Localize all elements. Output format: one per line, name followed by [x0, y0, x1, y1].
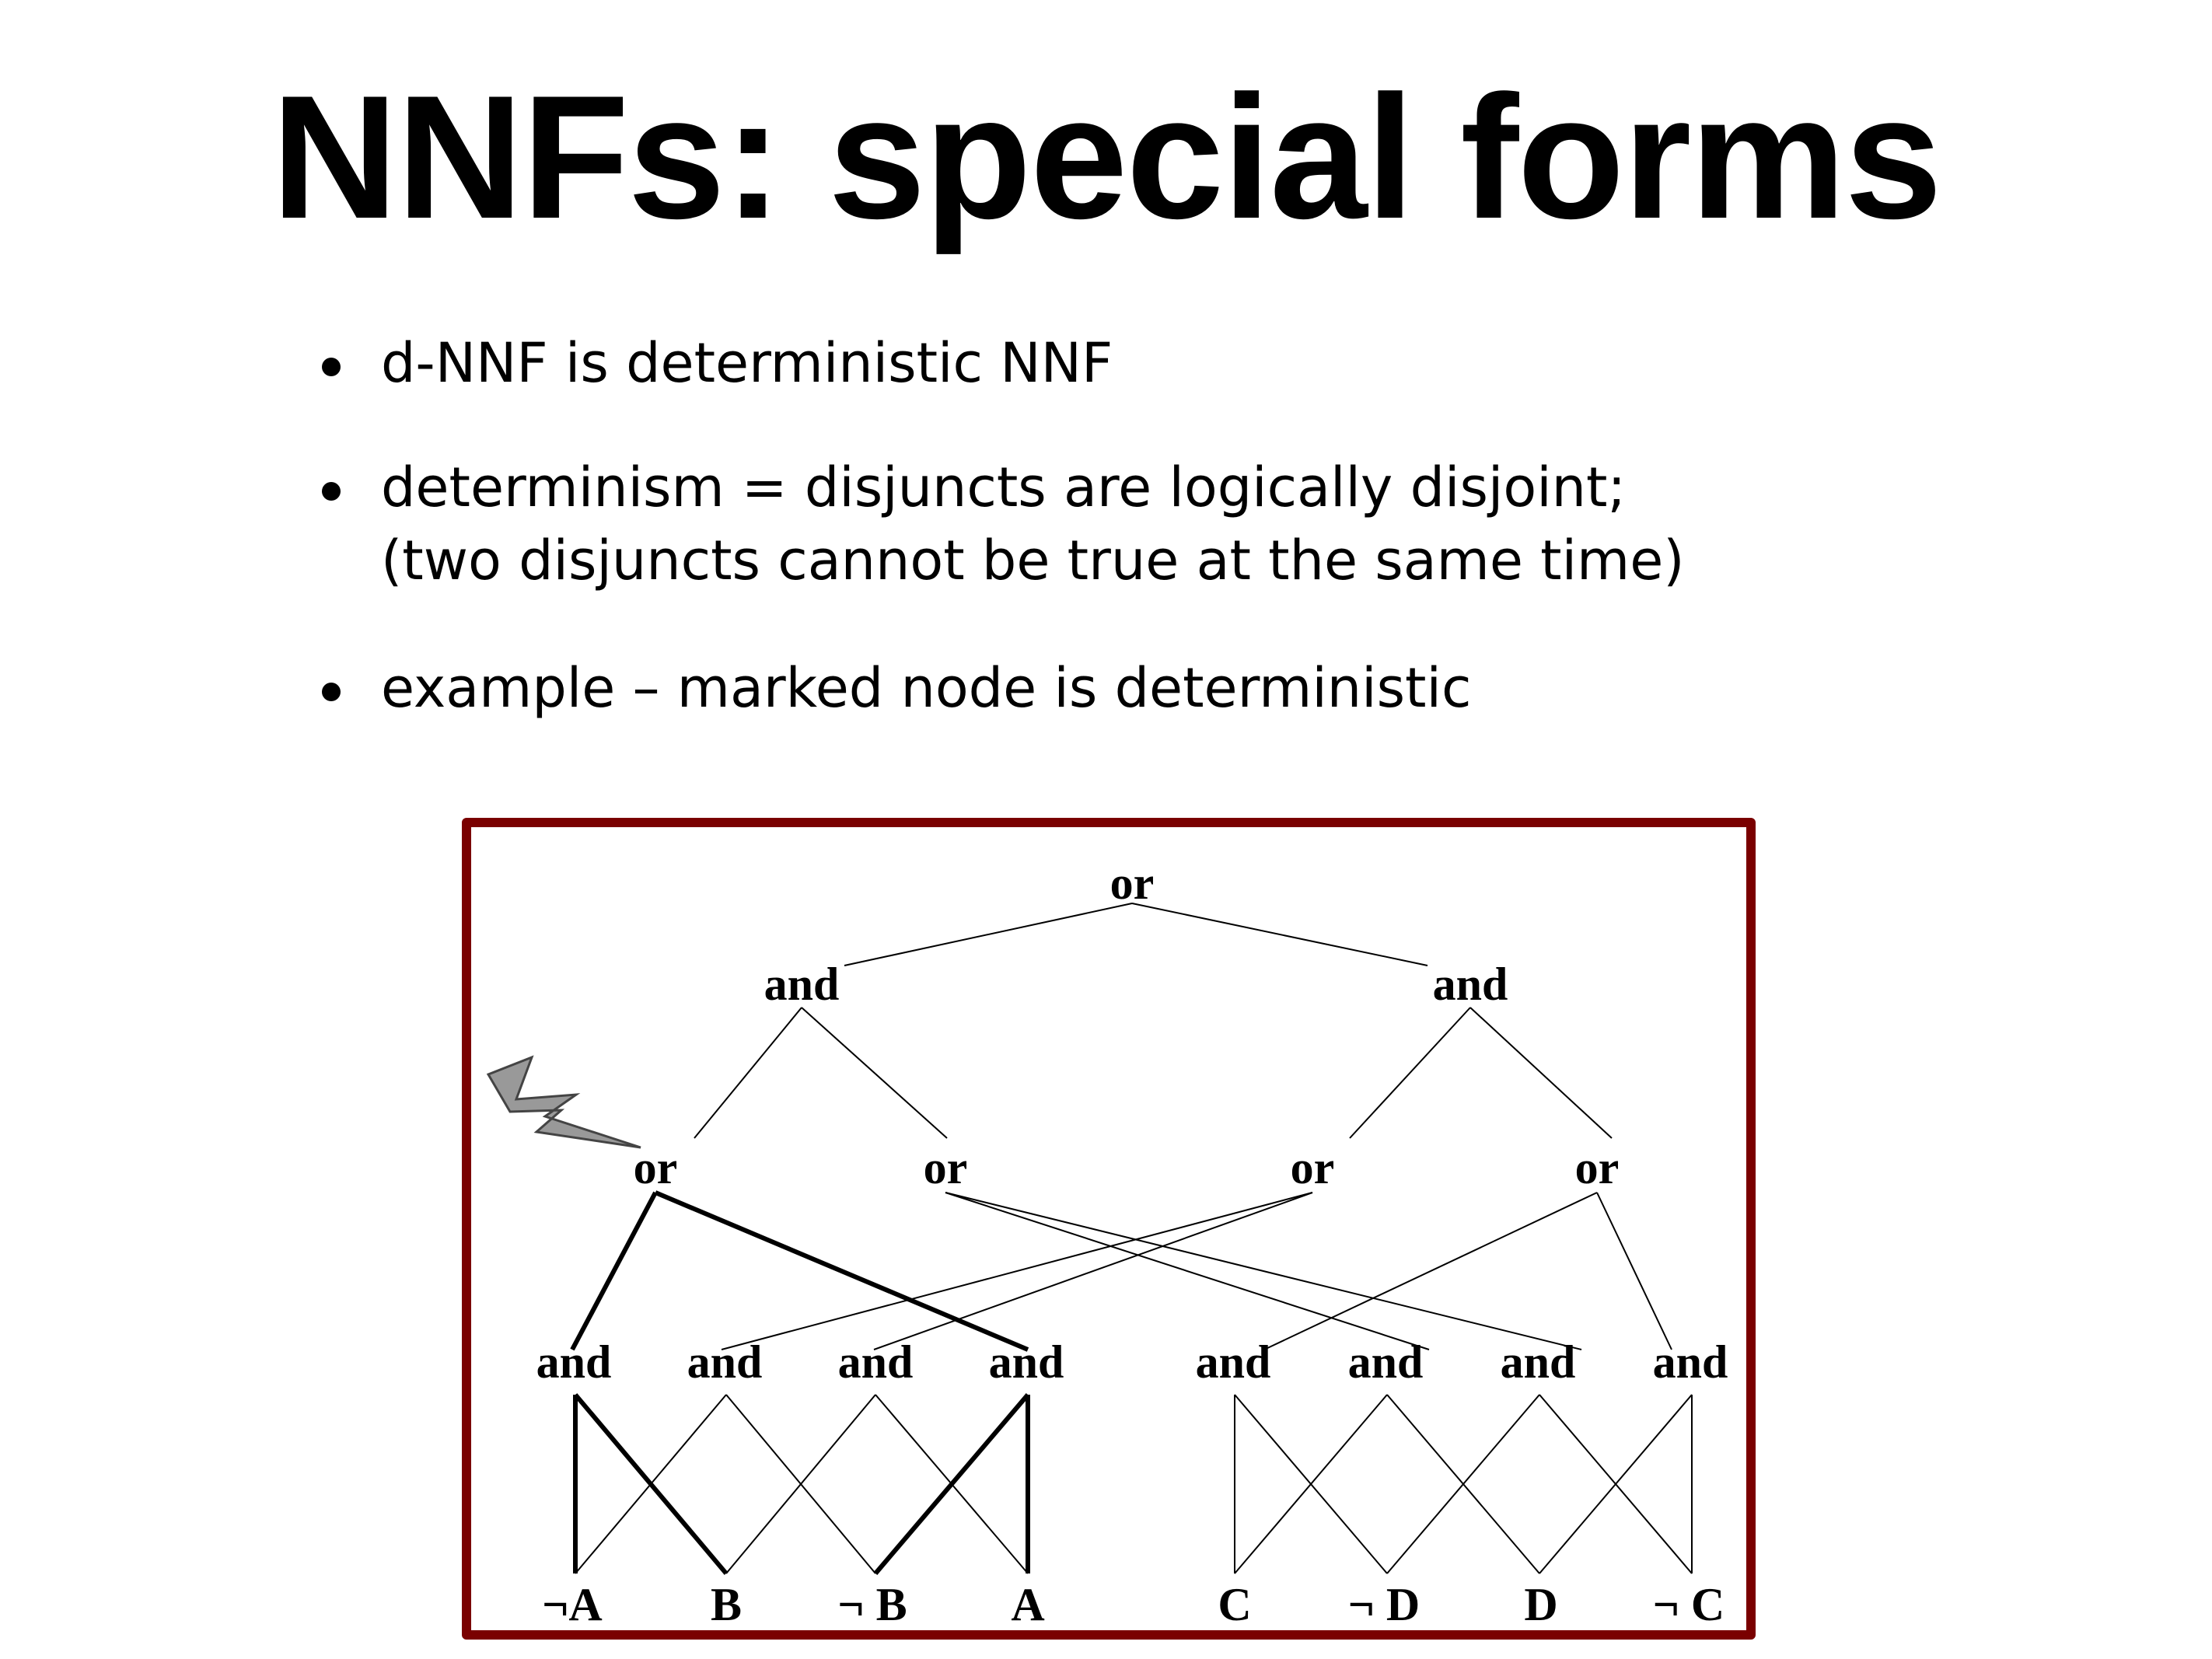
node-and: and	[1500, 1336, 1576, 1388]
bullet-text: example – marked node is deterministic	[381, 656, 1472, 720]
node-or-root: or	[1109, 857, 1155, 909]
leaf-literal: D	[1524, 1579, 1558, 1630]
node-and-left: and	[764, 959, 840, 1010]
node-or-marked: or	[633, 1142, 678, 1193]
edge	[1264, 1193, 1597, 1350]
bullet-text: determinism = disjuncts are logically disjoint;	[381, 456, 1627, 519]
edge	[1597, 1193, 1672, 1350]
bullet-text-continuation: (two disjuncts cannot be true at the same time)	[381, 529, 1685, 592]
node-and: and	[1652, 1336, 1728, 1388]
node-and: and	[1195, 1336, 1271, 1388]
nnf-diagram-frame	[462, 818, 1756, 1640]
node-and: and	[837, 1336, 914, 1388]
edge	[1132, 903, 1427, 966]
diagram-nodes	[536, 857, 1728, 1630]
slide-title: NNFs: special forms	[271, 58, 1941, 255]
node-or: or	[923, 1142, 968, 1193]
edge	[945, 1193, 1581, 1350]
leaf-literal: B	[710, 1579, 743, 1630]
bullet-dot-icon	[322, 683, 341, 701]
diagram-edges	[572, 903, 1692, 1573]
leaf-literal: ¬A	[542, 1579, 603, 1630]
edge	[1350, 1008, 1470, 1138]
edge	[844, 903, 1132, 966]
edge-bold	[572, 1193, 655, 1350]
leaf-literal: A	[1011, 1579, 1045, 1630]
edge-bold	[655, 1193, 1028, 1350]
node-and: and	[536, 1336, 612, 1388]
leaf-literal: ¬ D	[1347, 1579, 1421, 1630]
bullet-text: d-NNF is deterministic NNF	[381, 331, 1113, 395]
node-or: or	[1290, 1142, 1335, 1193]
node-or: or	[1574, 1142, 1620, 1193]
lightning-bolt-icon	[488, 1057, 641, 1147]
node-and: and	[988, 1336, 1064, 1388]
bullet-dot-icon	[322, 482, 341, 501]
edge	[802, 1008, 947, 1138]
node-and: and	[687, 1336, 763, 1388]
nnf-diagram	[471, 827, 1746, 1630]
node-and-right: and	[1432, 959, 1508, 1010]
edge	[694, 1008, 802, 1138]
node-and: and	[1347, 1336, 1424, 1388]
edge	[874, 1193, 1312, 1350]
edge	[1470, 1008, 1612, 1138]
leaf-literal: ¬ B	[837, 1579, 907, 1630]
leaf-literal: ¬ C	[1652, 1579, 1725, 1630]
leaf-literal: C	[1218, 1579, 1252, 1630]
bullet-dot-icon	[322, 358, 341, 376]
